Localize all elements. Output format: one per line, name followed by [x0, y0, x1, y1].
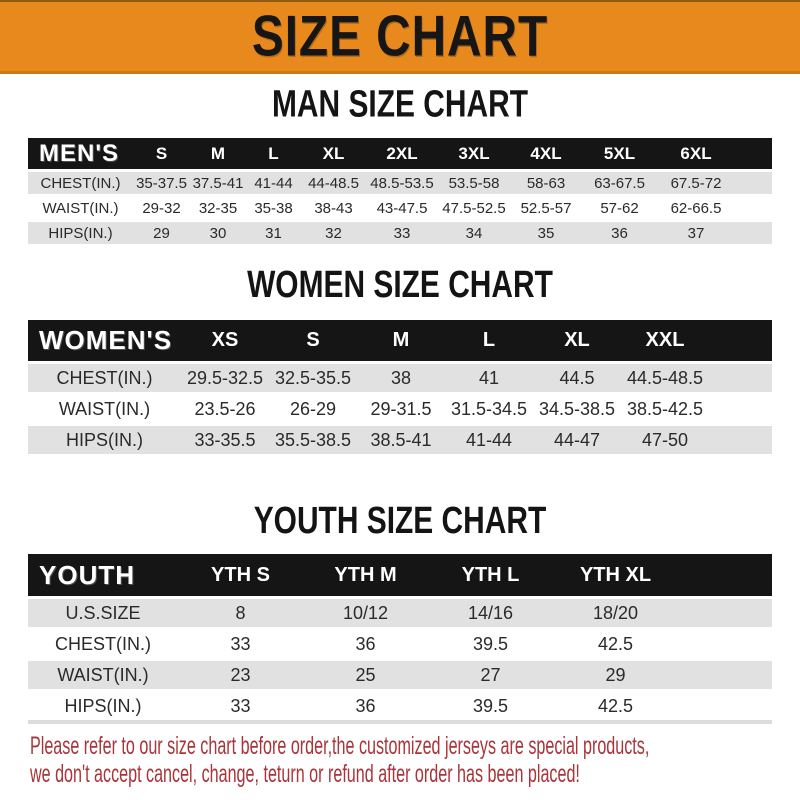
table-cell: 27: [480, 664, 501, 685]
row-label: CHEST(IN.): [56, 367, 153, 388]
table-cell: 29-32: [142, 199, 181, 217]
column-header: M: [392, 329, 410, 351]
row-label: WAIST(IN.): [42, 199, 119, 217]
column-header: 5XL: [603, 143, 636, 163]
table-row: [28, 222, 772, 244]
table-cell: 25: [355, 664, 376, 685]
table-cell: 44-47: [553, 429, 601, 450]
table-row: [28, 197, 772, 219]
column-header: XL: [564, 329, 590, 351]
column-header: S: [155, 143, 168, 163]
table-row: [28, 395, 772, 423]
order-notice-line2: we don't accept cancel, change, teturn or refund after order has been placed!: [30, 760, 580, 788]
table-row: [28, 661, 772, 689]
table-cell: 10/12: [342, 602, 389, 623]
women-table-header: [28, 320, 772, 361]
table-cell: 37.5-41: [192, 174, 244, 192]
table-cell: 41-44: [254, 174, 293, 192]
column-header: YTH M: [334, 563, 397, 586]
column-header: M: [210, 143, 226, 163]
table-cell: 58-63: [526, 174, 566, 192]
table-cell: 47.5-52.5: [442, 199, 506, 217]
table-cell: 41: [478, 367, 500, 388]
table-cell: 39.5: [472, 695, 509, 716]
row-label: WAIST(IN.): [58, 398, 151, 419]
table-cell: 29: [153, 224, 170, 242]
table-cell: 35-38: [254, 199, 293, 217]
column-header: XL: [322, 143, 345, 163]
table-cell: 32: [325, 224, 342, 242]
table-cell: 32-35: [198, 199, 238, 217]
table-cell: 29: [605, 664, 626, 685]
table-cell: 18/20: [592, 602, 639, 623]
table-row: [28, 364, 772, 392]
column-header: S: [306, 329, 320, 351]
table-row: [28, 630, 772, 658]
table-cell: 41-44: [465, 429, 513, 450]
table-cell: 29.5-32.5: [186, 367, 264, 388]
men-table-header: [28, 138, 772, 169]
table-cell: 48.5-53.5: [370, 174, 434, 192]
table-cell: 26-29: [289, 398, 337, 419]
banner-title: SIZE CHART: [251, 4, 549, 69]
row-label: HIPS(IN.): [65, 429, 143, 450]
table-cell: 38: [390, 367, 412, 388]
table-cell: 52.5-57: [520, 199, 572, 217]
table-cell: 37: [687, 224, 705, 242]
table-cell: 43-47.5: [376, 199, 428, 217]
table-cell: 57-62: [600, 199, 639, 217]
table-row: [28, 426, 772, 454]
table-corner-label: YOUTH: [39, 559, 135, 590]
table-cell: 63-67.5: [594, 174, 645, 192]
table-cell: 35.5-38.5: [274, 429, 352, 450]
row-label: HIPS(IN.): [64, 695, 142, 716]
table-cell: 8: [235, 602, 246, 623]
column-header: YTH L: [461, 563, 520, 586]
order-notice-line1: Please refer to our size chart before order,the customized jerseys are special products,: [30, 732, 650, 760]
row-label: CHEST(IN.): [40, 174, 121, 192]
column-header: XXL: [645, 329, 685, 351]
column-header: 6XL: [680, 143, 712, 163]
size-chart-banner: [0, 0, 800, 74]
table-cell: 31: [265, 224, 282, 242]
table-cell: 33: [230, 633, 251, 654]
row-label: U.S.SIZE: [65, 602, 141, 623]
table-cell: 33-35.5: [194, 429, 256, 450]
table-cell: 38.5-42.5: [626, 398, 704, 419]
men-size-table: [28, 138, 772, 244]
table-cell: 31.5-34.5: [450, 398, 528, 419]
table-cell: 44.5-48.5: [626, 367, 704, 388]
row-label: HIPS(IN.): [48, 224, 113, 242]
table-row: [28, 692, 772, 720]
youth-size-table: [28, 554, 772, 724]
table-cell: 30: [209, 224, 227, 242]
table-cell: 23.5-26: [194, 398, 256, 419]
women-size-table: [28, 320, 772, 454]
table-cell: 36: [611, 224, 628, 242]
column-header: 3XL: [458, 143, 490, 163]
table-cell: 23: [230, 664, 251, 685]
table-cell: 47-50: [641, 429, 689, 450]
table-cell: 36: [355, 633, 376, 654]
women-section-title: WOMEN SIZE CHART: [247, 263, 553, 307]
column-header: L: [268, 143, 279, 163]
table-cell: 29-31.5: [370, 398, 432, 419]
table-cell: 34.5-38.5: [538, 398, 616, 419]
table-cell: 33: [393, 224, 411, 242]
table-cell: 38-43: [314, 199, 353, 217]
table-cell: 32.5-35.5: [274, 367, 352, 388]
column-header: 4XL: [530, 143, 562, 163]
table-cell: 44-48.5: [308, 174, 359, 192]
table-corner-label: WOMEN'S: [39, 325, 173, 355]
table-cell: 33: [230, 695, 251, 716]
table-cell: 42.5: [597, 633, 634, 654]
youth-table-header: [28, 554, 772, 596]
table-cell: 35-37.5: [136, 174, 187, 192]
table-cell: 38.5-41: [370, 429, 432, 450]
table-row: [28, 599, 772, 627]
column-header: YTH S: [211, 563, 270, 586]
row-label: CHEST(IN.): [55, 633, 151, 654]
table-cell: 35: [537, 224, 555, 242]
table-cell: 34: [465, 224, 483, 242]
column-header: 2XL: [386, 143, 418, 163]
table-cell: 53.5-58: [448, 174, 500, 192]
man-section-title: MAN SIZE CHART: [272, 82, 528, 126]
table-cell: 44.5: [559, 367, 595, 388]
column-header: XS: [211, 329, 239, 351]
row-label: WAIST(IN.): [57, 664, 149, 685]
table-corner-label: MEN'S: [39, 139, 120, 167]
table-row: [28, 172, 772, 194]
table-cell: 42.5: [597, 695, 634, 716]
table-cell: 62-66.5: [670, 199, 722, 217]
youth-section-title: YOUTH SIZE CHART: [253, 499, 547, 543]
table-cell: 67.5-72: [670, 174, 722, 192]
table-cell: 14/16: [467, 602, 514, 623]
column-header: L: [482, 329, 496, 351]
order-notice: [30, 732, 765, 788]
column-header: YTH XL: [579, 563, 652, 586]
table-cell: 39.5: [472, 633, 509, 654]
table-cell: 36: [355, 695, 376, 716]
